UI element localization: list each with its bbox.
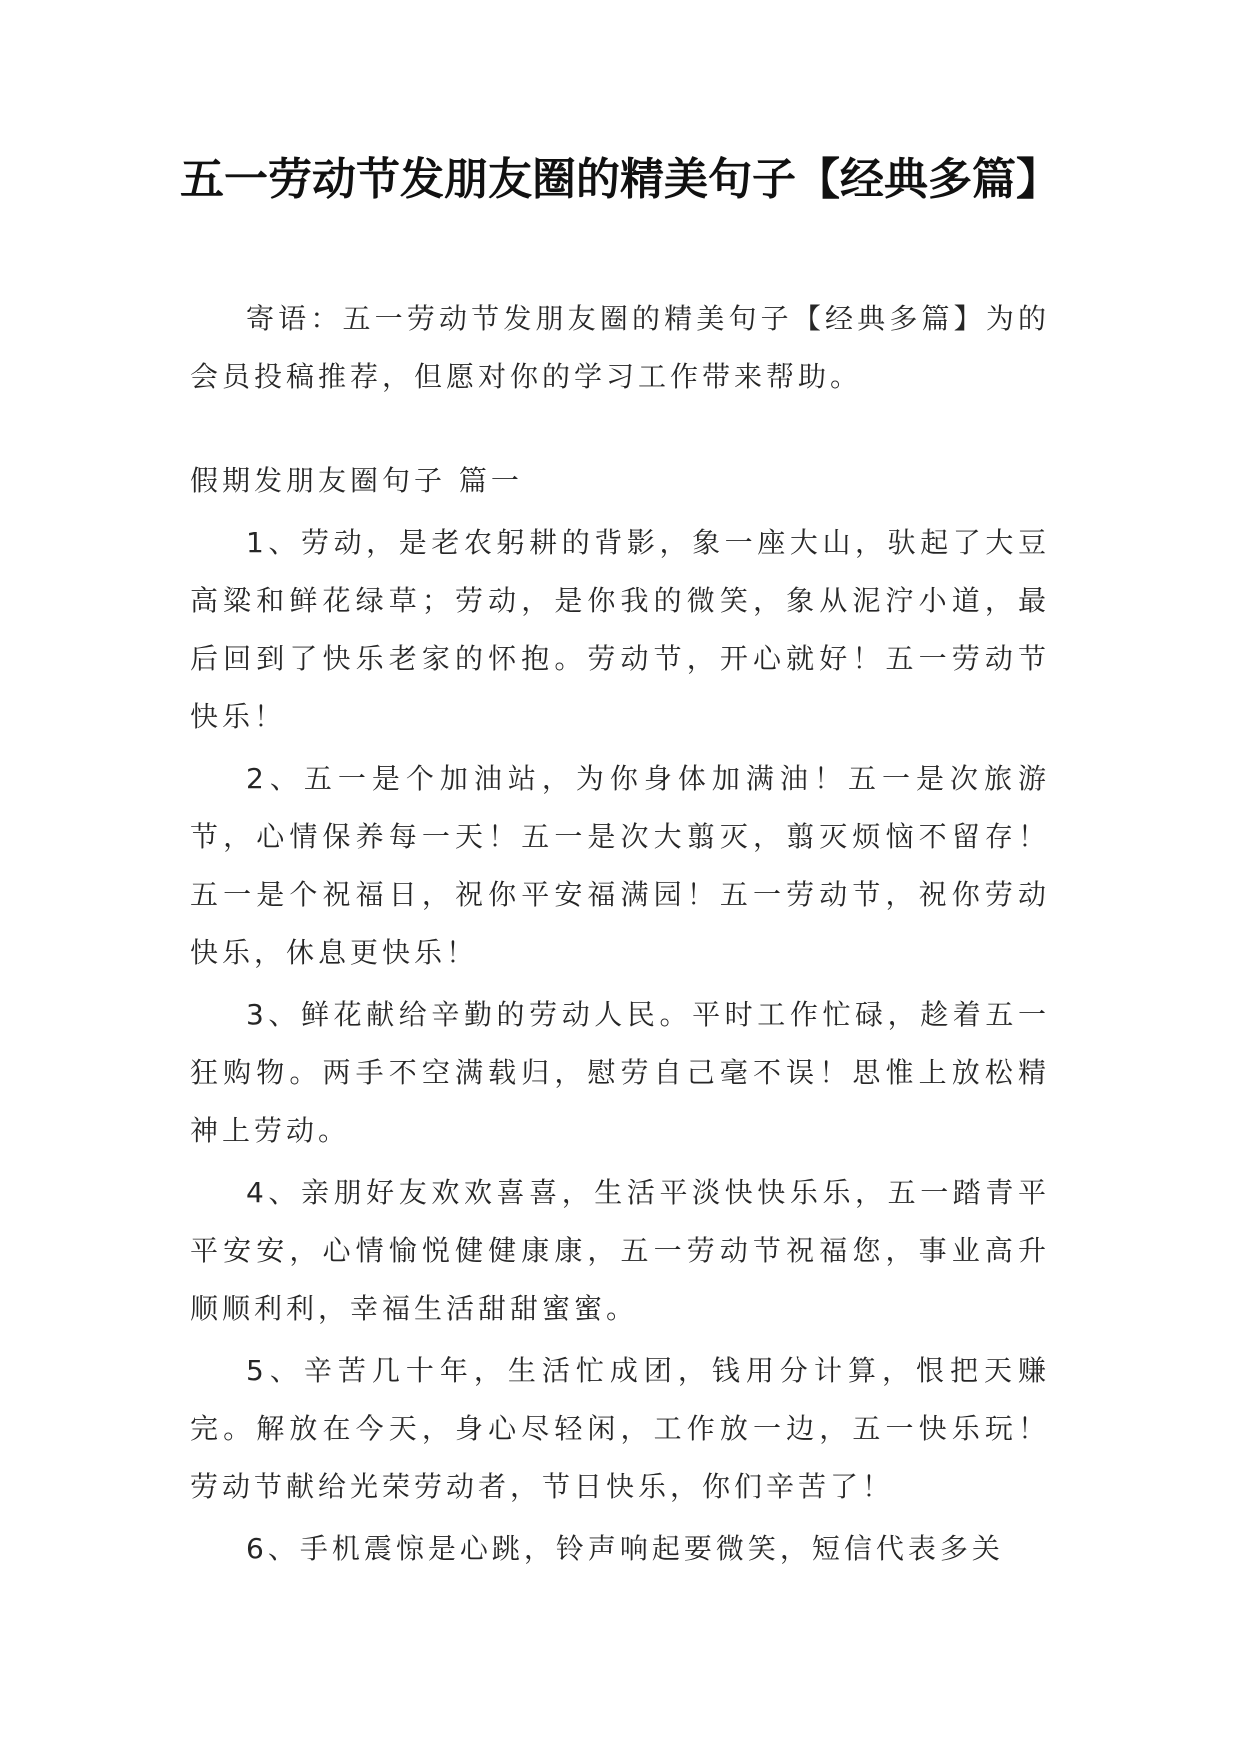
list-item: 5、辛苦几十年，生活忙成团，钱用分计算，恨把天赚完。解放在今天，身心尽轻闲，工作放一边，五一快乐玩！劳动节献给光荣劳动者，节日快乐，你们辛苦了！ [190,1354,1050,1503]
document-title: 五一劳动节发朋友圈的精美句子【经典多篇】 [180,154,1060,205]
list-item: 6、手机震惊是心跳，铃声响起要微笑，短信代表多关 [246,1532,1004,1565]
list-item: 2、五一是个加油站，为你身体加满油！五一是次旅游节，心情保养每一天！五一是次大翦灭，翦灭烦恼不留存！五一是个祝福日，祝你平安福满园！五一劳动节，祝你劳动快乐，休息更快乐！ [190,762,1050,969]
list-item: 4、亲朋好友欢欢喜喜，生活平淡快快乐乐，五一踏青平平安安，心情愉悦健健康康，五一劳动节祝福您，事业高升顺顺利利，幸福生活甜甜蜜蜜。 [190,1176,1050,1325]
list-item: 1、劳动，是老农躬耕的背影，象一座大山，驮起了大豆高粱和鲜花绿草；劳动，是你我的微笑，象从泥泞小道，最后回到了快乐老家的怀抱。劳动节，开心就好！五一劳动节快乐！ [190,526,1050,733]
intro-paragraph: 寄语：五一劳动节发朋友圈的精美句子【经典多篇】为的会员投稿推荐，但愿对你的学习工作带来帮助。 [190,302,1050,393]
list-item: 3、鲜花献给辛勤的劳动人民。平时工作忙碌，趁着五一狂购物。两手不空满载归，慰劳自己毫不误！思惟上放松精神上劳动。 [190,998,1050,1147]
section-heading: 假期发朋友圈句子 篇一 [190,464,523,497]
document-body [190,290,1050,1578]
